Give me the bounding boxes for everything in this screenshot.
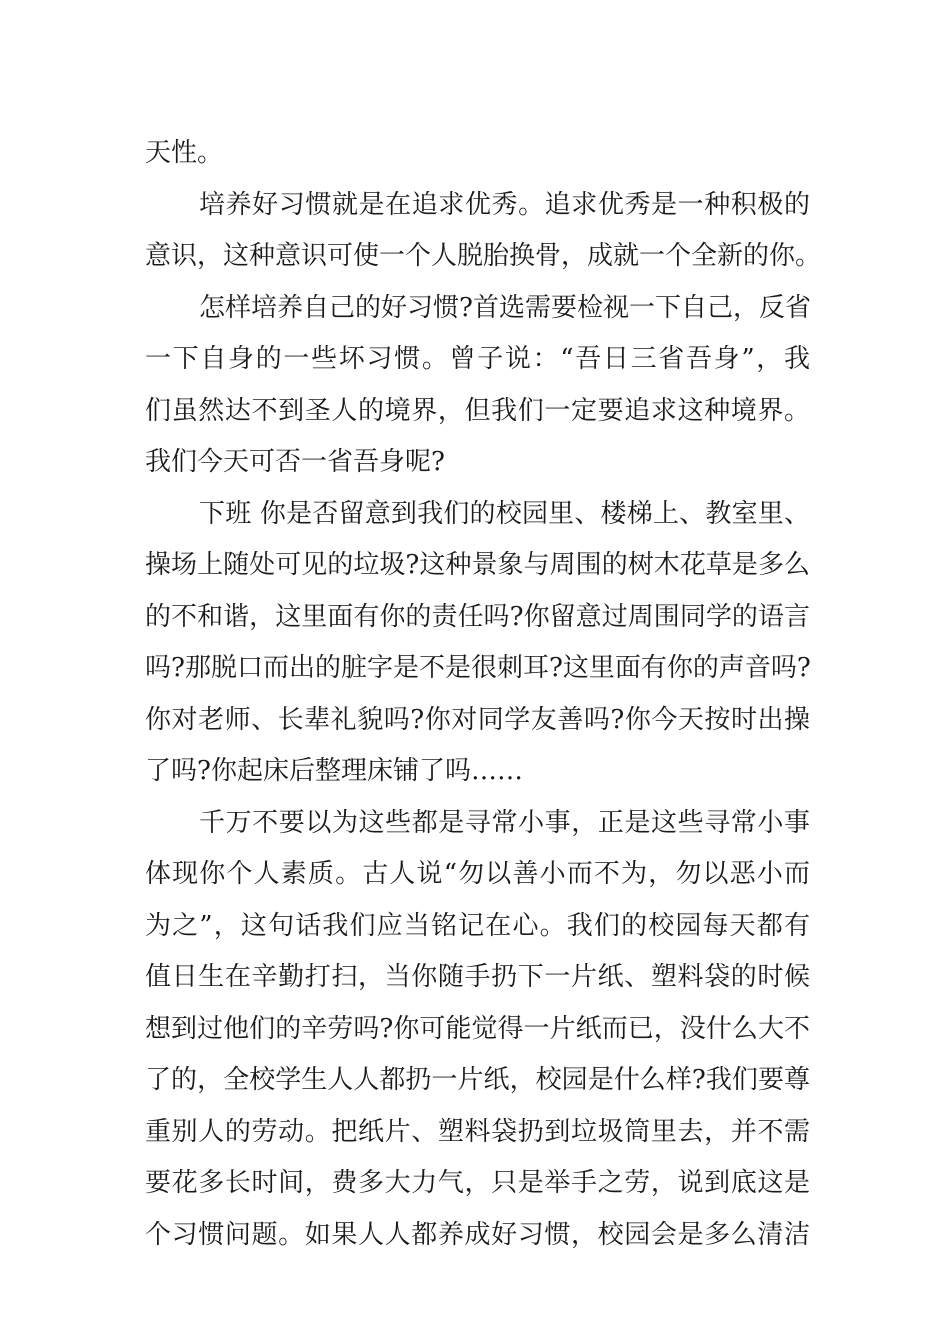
text-line: 体现你个人素质。古人说“勿以善小而不为，勿以恶小而 xyxy=(145,859,810,889)
text-line: 了吗?你起床后整理床铺了吗…… xyxy=(145,756,523,786)
paragraph-first-line: 怎样培养自己的好习惯?首选需要检视一下自己，反省 xyxy=(199,292,811,323)
text-line: 吗?那脱口而出的脏字是不是很刺耳?这里面有你的声音吗? xyxy=(145,653,811,683)
paragraph-first-line: 培养好习惯就是在追求优秀。追求优秀是一种积极的 xyxy=(199,189,810,220)
text-line: 意识，这种意识可使一个人脱胎换骨，成就一个全新的你。 xyxy=(145,241,822,271)
text-line: 个习惯问题。如果人人都养成好习惯，校园会是多么清洁 xyxy=(145,1219,810,1250)
text-line: 一下自身的一些坏习惯。曾子说：“吾日三省吾身”，我 xyxy=(145,344,810,374)
text-line: 们虽然达不到圣人的境界，但我们一定要追求这种境界。 xyxy=(145,395,810,426)
text-line: 你对老师、长辈礼貌吗?你对同学友善吗?你今天按时出操 xyxy=(145,704,810,735)
text-line: 为之”，这句话我们应当铭记在心。我们的校园每天都有 xyxy=(145,910,810,941)
text-line: 的不和谐，这里面有你的责任吗?你留意过周围同学的语言 xyxy=(145,601,810,632)
paragraph-first-line: 千万不要以为这些都是寻常小事，正是这些寻常小事 xyxy=(199,807,810,838)
paragraph-first-line: 下班 你是否留意到我们的校园里、楼梯上、教室里、 xyxy=(199,498,810,529)
text-line: 重别人的劳动。把纸片、塑料袋扔到垃圾筒里去，并不需 xyxy=(145,1116,810,1147)
text-line: 要花多长时间，费多大力气，只是举手之劳，说到底这是 xyxy=(145,1168,810,1198)
text-line: 值日生在辛勤打扫，当你随手扔下一片纸、塑料袋的时候 xyxy=(145,962,810,992)
body-text xyxy=(145,128,822,1261)
text-line: 了的，全校学生人人都扔一片纸，校园是什么样?我们要尊 xyxy=(145,1065,810,1095)
text-line: 操场上随处可见的垃圾?这种景象与周围的树木花草是多么 xyxy=(145,550,810,580)
text-line: 我们今天可否一省吾身呢? xyxy=(145,447,445,477)
text-line: 想到过他们的辛劳吗?你可能觉得一片纸而已，没什么大不 xyxy=(145,1013,810,1044)
text-line: 天性。 xyxy=(145,138,224,168)
